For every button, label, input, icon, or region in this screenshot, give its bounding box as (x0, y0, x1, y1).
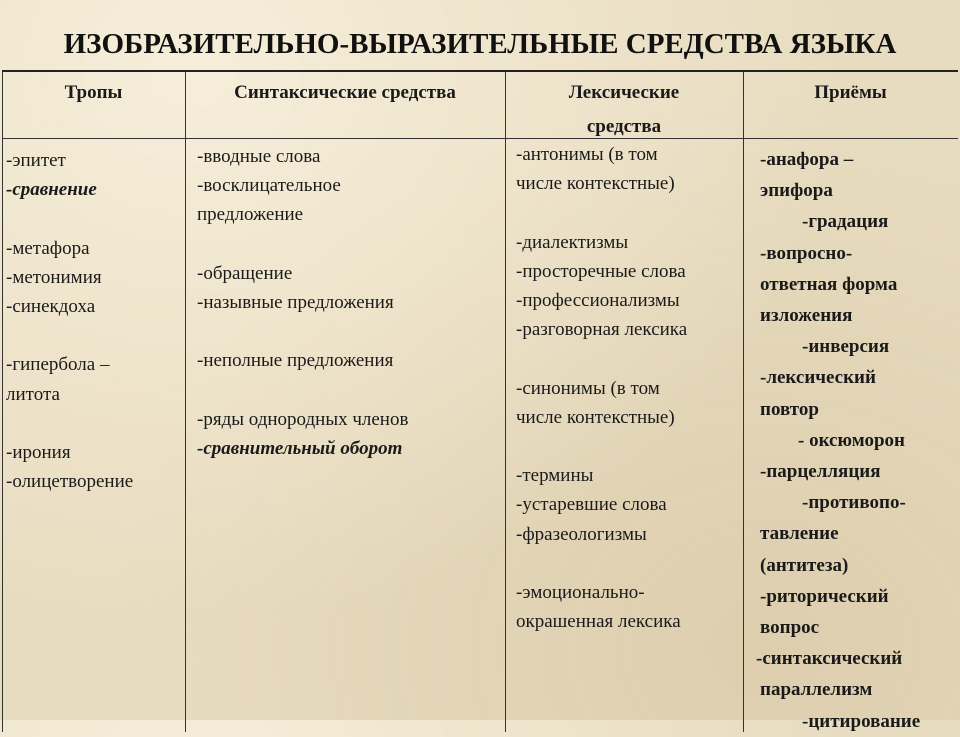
header-lexical-line2: средства (586, 116, 662, 137)
header-devices: Приёмы (814, 82, 887, 103)
column-divider-3 (743, 72, 744, 732)
list-item: тавление (760, 523, 839, 545)
list-item: -вводные слова (197, 146, 321, 167)
column-divider-1 (185, 72, 186, 732)
list-item: параллелизм (760, 679, 873, 701)
list-item: -разговорная лексика (516, 319, 688, 341)
list-item: -устаревшие слова (516, 494, 667, 516)
list-item: -сравнительный оборот (197, 437, 403, 459)
list-item: -назывные предложения (197, 292, 394, 313)
list-item: -диалектизмы (516, 231, 629, 253)
header-lexical-line1: Лексические (568, 82, 680, 103)
list-item: -профессионализмы (516, 290, 680, 311)
list-item: -анафора – (760, 149, 854, 170)
header-divider (2, 138, 958, 139)
list-item: числе контекстные) (516, 406, 675, 428)
header-syntax: Синтаксические средства (234, 82, 456, 103)
list-item: -обращение (197, 262, 293, 284)
header-lexical (505, 76, 743, 144)
list-item: -восклицательное (197, 175, 341, 197)
list-item: (антитеза) (760, 554, 849, 576)
list-item: литота (6, 383, 60, 405)
page-title: ИЗОБРАЗИТЕЛЬНО-ВЫРАЗИТЕЛЬНЫЕ СРЕДСТВА ЯЗЫКА (63, 28, 897, 60)
list-item: -фразеологизмы (516, 523, 647, 545)
list-item: -синтаксический (756, 648, 903, 670)
list-item: -парцелляция (760, 461, 881, 483)
list-item: -гипербола – (6, 354, 110, 376)
list-item: -метонимия (6, 266, 102, 288)
list-item: эпифора (760, 180, 833, 202)
list-item: -ирония (6, 441, 71, 463)
list-item: предложение (197, 204, 304, 226)
list-item: -риторический (760, 585, 889, 607)
list-item: -градация (802, 211, 889, 233)
table-border-left (2, 72, 3, 732)
list-item: - оксюморон (798, 429, 905, 451)
list-item: -вопросно- (760, 242, 853, 264)
list-item: -противопо- (802, 492, 906, 514)
list-item: -термины (516, 465, 594, 487)
list-item: изложения (760, 305, 853, 327)
column-divider-2 (505, 72, 506, 732)
expressive-means-table (2, 70, 958, 732)
list-item: -инверсия (802, 336, 890, 358)
list-item: -олицетворение (6, 471, 134, 493)
list-item: ответная форма (760, 273, 898, 295)
list-item: -эмоционально- (516, 581, 645, 603)
list-item: -сравнение (6, 179, 97, 201)
list-item: окрашенная лексика (516, 611, 681, 633)
column-devices (750, 144, 955, 737)
list-item: -неполные предложения (197, 350, 394, 372)
list-item: -цитирование (802, 710, 921, 732)
list-item: -антонимы (в том (516, 144, 658, 165)
column-tropes (6, 146, 133, 496)
list-item: числе контекстные) (516, 173, 675, 195)
list-item: -просторечные слова (516, 260, 686, 282)
list-item: -синекдоха (6, 296, 96, 317)
list-item: повтор (760, 398, 819, 420)
list-item: -лексический (760, 367, 876, 389)
list-item: -ряды однородных членов (197, 408, 409, 430)
list-item: вопрос (760, 617, 820, 639)
list-item: -эпитет (6, 150, 66, 171)
list-item: -синонимы (в том (516, 377, 660, 399)
list-item: -метафора (6, 237, 90, 259)
column-syntax (197, 142, 408, 463)
column-lexical (516, 140, 687, 636)
header-tropes: Тропы (64, 82, 123, 103)
